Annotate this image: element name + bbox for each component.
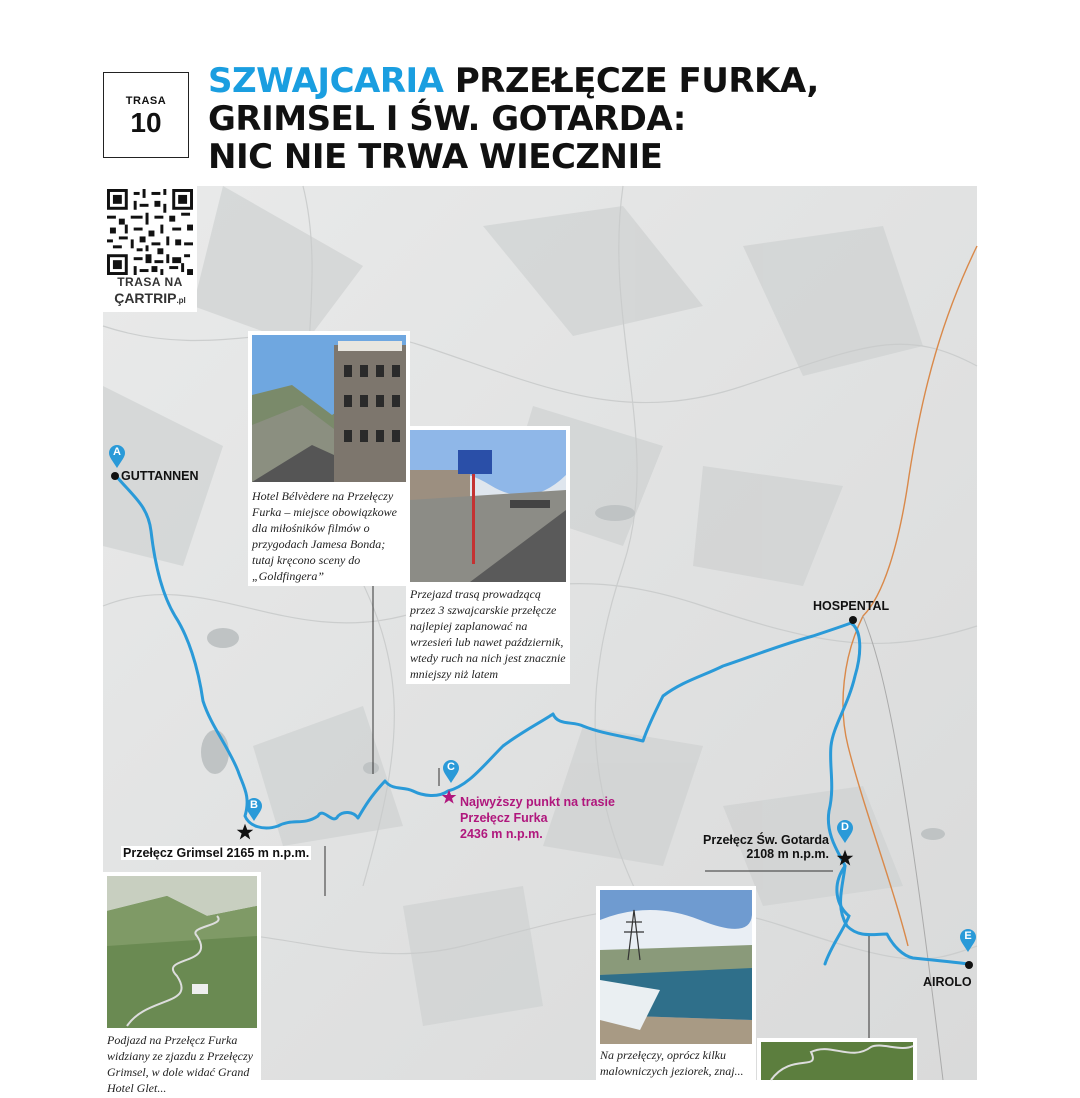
waypoint-d[interactable] [836,820,854,844]
waypoint-a-label: A [113,446,121,458]
photo-tremola-road[interactable] [757,1038,917,1080]
qr-caption-brand[interactable] [103,290,197,306]
place-hospental [813,599,889,613]
place-guttannen-label: GUTTANNEN [121,469,199,483]
waypoint-c-label: C [447,761,455,773]
qr-code-icon [107,189,193,275]
caption-hotel-belvedere: Hotel Bélvèdere na Przełęczy Furka – miejsce obowiązkowe dla miłośników filmów o przygodach Jamesa Bonda; tutaj kręcono sceny do „Goldfingera” [248,486,410,586]
pass-grimsel-label: Przełęcz Grimsel 2165 m n.p.m. [123,846,310,860]
star-icon [441,789,457,805]
dot-icon [965,961,973,969]
page-title [208,62,1068,176]
title-line-1-rest: PRZEŁĘCZE FURKA, [443,61,819,101]
photo-pass-sign[interactable] [406,426,570,586]
dot-icon [111,472,119,480]
title-line-1 [208,62,1068,100]
waypoint-b[interactable] [245,798,263,822]
title-line-3: NIC NIE TRWA WIECZNIE [208,137,663,177]
photo-gotthard-lakes[interactable] [596,886,756,1048]
waypoint-a[interactable] [108,445,126,469]
highest-point-title: Najwyższy punkt na trasie [460,795,615,809]
highest-point-label [460,794,615,842]
title-line-2: GRIMSEL I ŚW. GOTARDA: [208,99,686,139]
route-number-box [103,72,189,158]
pass-gotthard-name: Przełęcz Św. Gotarda [703,833,829,847]
title-country: SZWAJCARIA [208,61,444,101]
place-airolo [923,975,972,989]
qr-brand-tld: .pl [176,296,186,305]
qr-caption-line-1: TRASA NA [117,275,183,289]
dot-icon [849,616,857,624]
route-label: TRASA [125,95,167,107]
highest-point-pass: Przełęcz Furka [460,811,548,825]
caption-grimsel-view: Podjazd na Przełęcz Furka widziany ze zjazdu z Przełęczy Grimsel, w dole widać Grand Hotel Glet... [103,1030,261,1098]
place-airolo-label: AIROLO [923,975,972,989]
route-map[interactable] [103,186,977,1095]
star-icon [836,849,854,867]
waypoint-c[interactable] [442,760,460,784]
pass-gotthard-elevation: 2108 m n.p.m. [746,847,829,861]
highest-point-elevation: 2436 m n.p.m. [460,827,543,841]
caption-gotthard-lakes: Na przełęczy, oprócz kilku malowniczych jeziorek, znaj... [596,1045,756,1081]
place-hospental-label: HOSPENTAL [813,599,890,613]
star-icon [236,823,254,841]
caption-timing: Przejazd trasą prowadzącą przez 3 szwajcarskie przełęcze najlepiej zaplanować na wrzesień lub nawet październik, wtedy ruch na nich jest znacznie mniejszy niż latem [406,584,570,684]
qr-code-box[interactable] [103,186,197,312]
waypoint-d-label: D [841,821,849,833]
place-guttannen [111,469,199,483]
waypoint-e-label: E [964,930,972,942]
pass-gotthard-label [689,833,829,861]
photo-grimsel-serpentines[interactable] [103,872,261,1032]
photo-hotel-belvedere[interactable] [248,331,410,486]
waypoint-e[interactable] [959,929,977,953]
waypoint-b-label: B [250,799,258,811]
qr-brand-name: ÇARTRIP [114,290,177,306]
route-number: 10 [130,107,162,138]
